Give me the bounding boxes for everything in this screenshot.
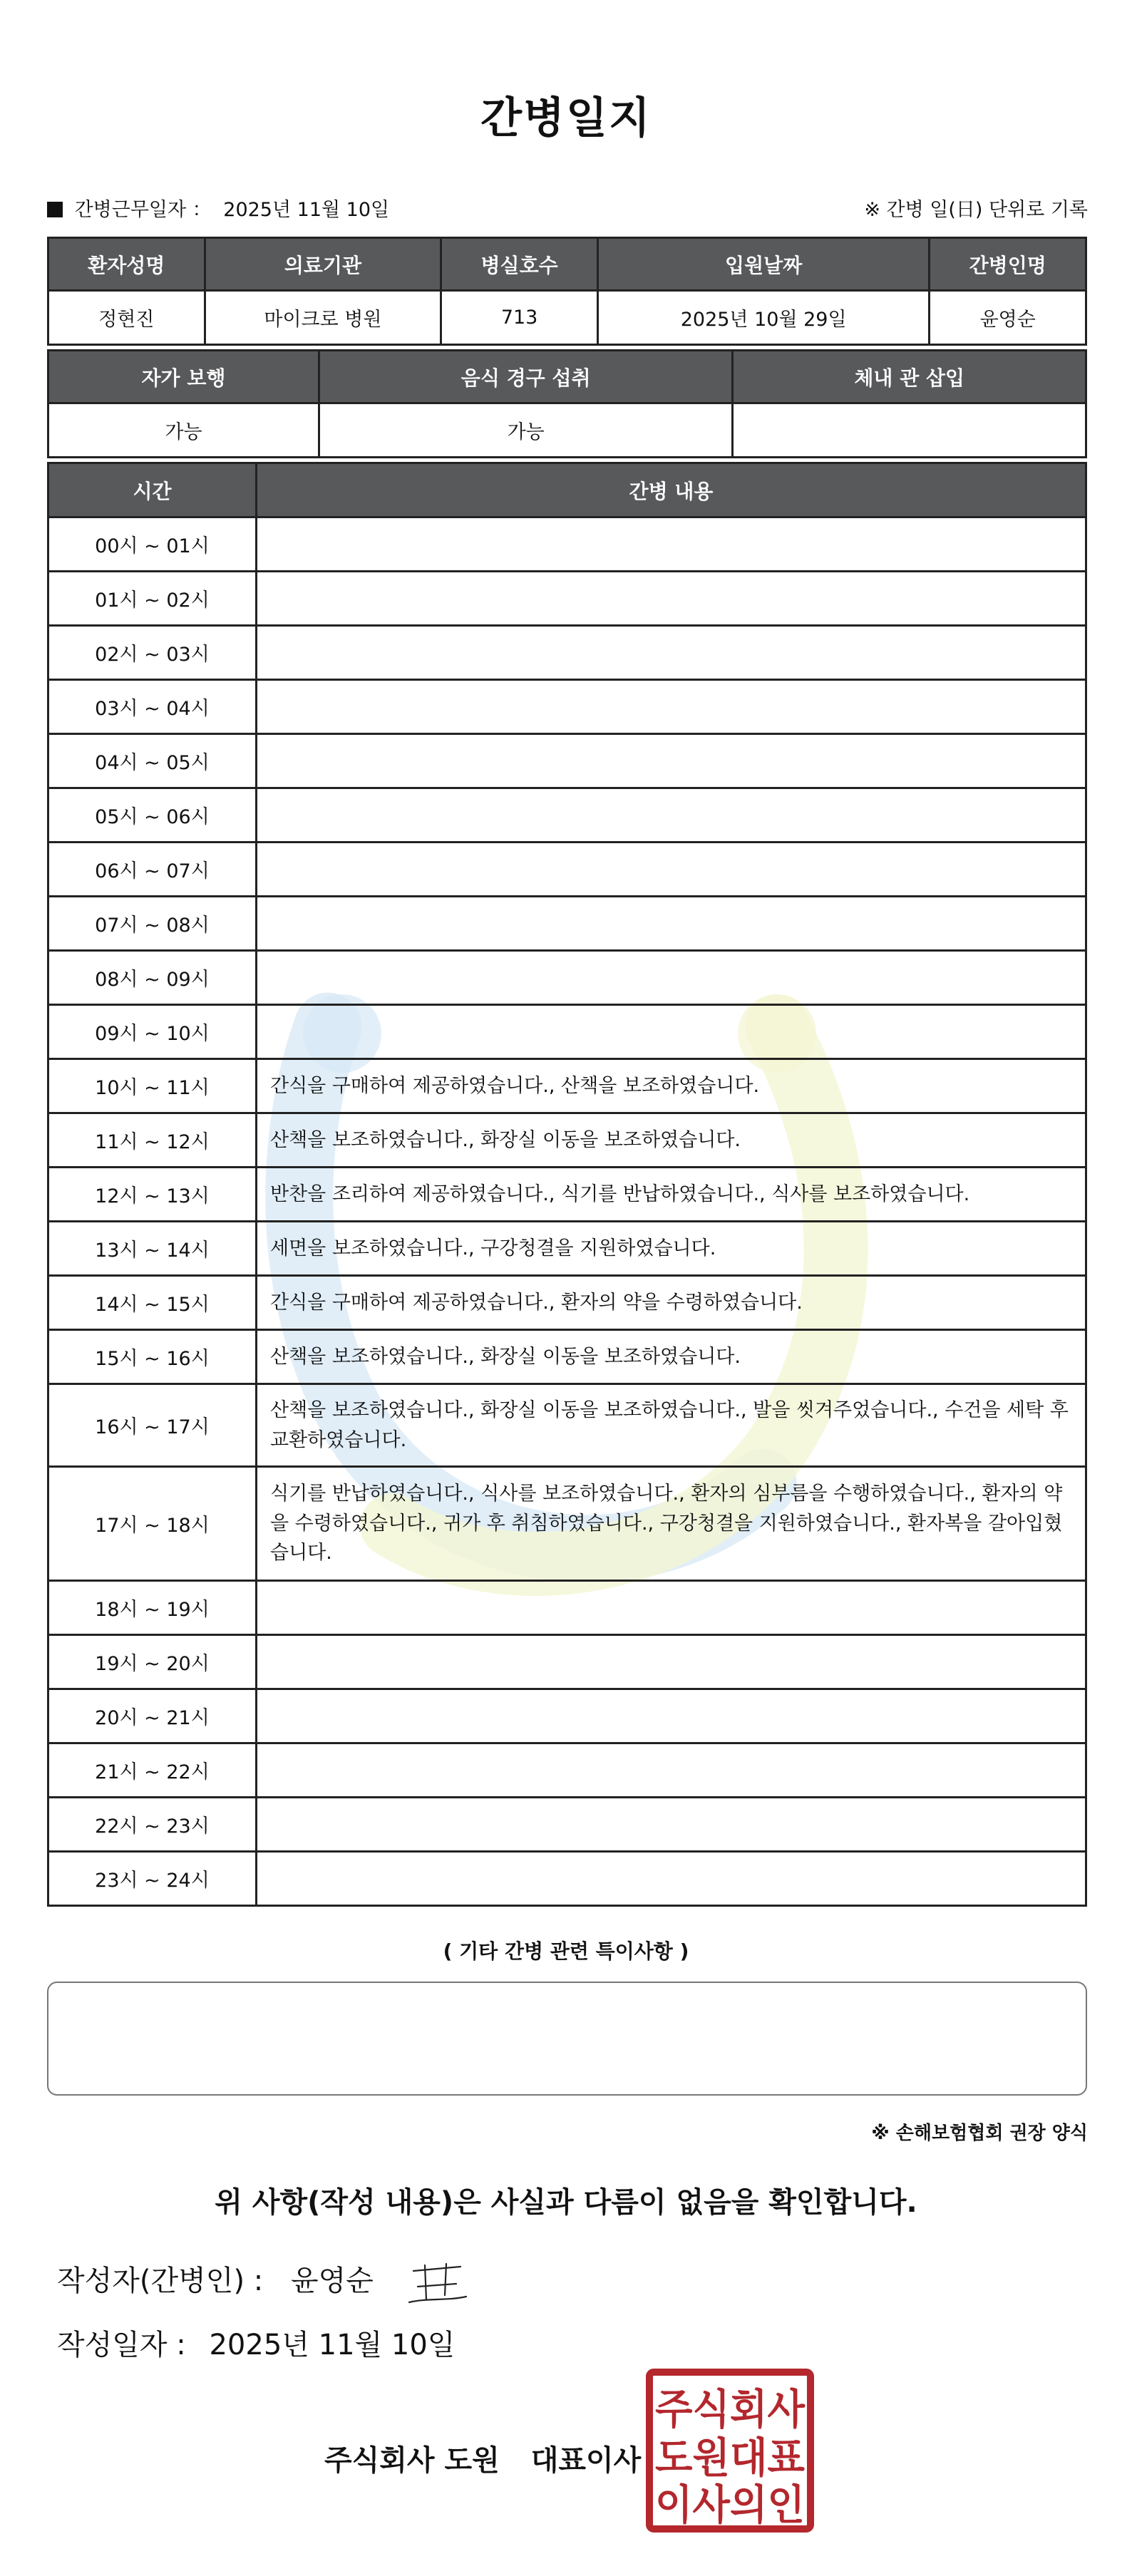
care-content — [257, 788, 1086, 843]
header-hospital: 의료기관 — [205, 238, 441, 291]
header-admission-date: 입원날짜 — [597, 238, 930, 291]
table-row — [48, 1635, 1086, 1689]
table-row — [48, 951, 1086, 1005]
time-slot: 17시 ~ 18시 — [48, 1467, 257, 1581]
care-content: 간식을 구매하여 제공하였습니다., 환자의 약을 수령하였습니다. — [257, 1276, 1086, 1330]
self-walking-value: 가능 — [48, 403, 319, 458]
time-slot: 05시 ~ 06시 — [48, 788, 257, 843]
time-slot: 01시 ~ 02시 — [48, 572, 257, 626]
header-time: 시간 — [48, 463, 257, 517]
table-row — [48, 572, 1086, 626]
room-number: 713 — [441, 291, 598, 345]
table-row — [48, 1005, 1086, 1059]
time-slot: 19시 ~ 20시 — [48, 1635, 257, 1689]
special-notes-title: ( 기타 간병 관련 특이사항 ) — [443, 1939, 689, 1963]
header-caregiver: 간병인명 — [930, 238, 1086, 291]
care-content — [257, 1635, 1086, 1689]
care-content — [257, 517, 1086, 572]
time-slot: 08시 ~ 09시 — [48, 951, 257, 1005]
page-title: 간병일지 — [480, 93, 652, 143]
table-row — [48, 1689, 1086, 1743]
table-row — [48, 1852, 1086, 1906]
table-row — [48, 897, 1086, 951]
table-row — [48, 1467, 1086, 1581]
table-row — [48, 1113, 1086, 1168]
care-content: 간식을 구매하여 제공하였습니다., 산책을 보조하였습니다. — [257, 1059, 1086, 1113]
time-slot: 10시 ~ 11시 — [48, 1059, 257, 1113]
table-row — [48, 1276, 1086, 1330]
table-row — [48, 1330, 1086, 1384]
time-slot: 22시 ~ 23시 — [48, 1798, 257, 1852]
time-slot: 09시 ~ 10시 — [48, 1005, 257, 1059]
patient-status-table — [47, 349, 1087, 458]
table-row — [48, 1581, 1086, 1635]
seal-line-1: 주식회사 — [655, 2385, 806, 2433]
header-room: 병실호수 — [441, 238, 598, 291]
table-row — [48, 517, 1086, 572]
header-self-walking: 자가 보행 — [48, 351, 319, 403]
patient-name: 정현진 — [48, 291, 205, 345]
time-slot: 11시 ~ 12시 — [48, 1113, 257, 1168]
care-content: 반찬을 조리하여 제공하였습니다., 식기를 반납하였습니다., 식사를 보조하였습니다. — [257, 1168, 1086, 1222]
table-row — [48, 1798, 1086, 1852]
admission-date: 2025년 10월 29일 — [597, 291, 930, 345]
care-content — [257, 843, 1086, 897]
writer-name: 윤영순 — [290, 2265, 374, 2297]
care-content: 산책을 보조하였습니다., 화장실 이동을 보조하였습니다., 발을 씻겨주었습니다., 수건을 세탁 후 교환하였습니다. — [257, 1384, 1086, 1467]
table-row — [48, 1059, 1086, 1113]
table-row — [48, 1384, 1086, 1467]
header-patient-name: 환자성명 — [48, 238, 205, 291]
table-row — [48, 1168, 1086, 1222]
care-content — [257, 897, 1086, 951]
table-row — [48, 1222, 1086, 1276]
form-note: ※ 손해보험협회 권장 양식 — [871, 2123, 1088, 2144]
care-content — [257, 734, 1086, 788]
care-content — [257, 951, 1086, 1005]
header-oral-intake: 음식 경구 섭취 — [319, 351, 733, 403]
signature-mark — [405, 2258, 469, 2308]
writer-line — [57, 2258, 374, 2299]
care-content — [257, 1798, 1086, 1852]
work-date-line — [47, 194, 389, 222]
care-content — [257, 680, 1086, 734]
tube-insertion-value — [733, 403, 1086, 458]
care-content: 산책을 보조하였습니다., 화장실 이동을 보조하였습니다. — [257, 1330, 1086, 1384]
time-slot: 00시 ~ 01시 — [48, 517, 257, 572]
time-slot: 15시 ~ 16시 — [48, 1330, 257, 1384]
oral-intake-value: 가능 — [319, 403, 733, 458]
care-content — [257, 1689, 1086, 1743]
time-slot: 04시 ~ 05시 — [48, 734, 257, 788]
header-tube-insertion: 체내 관 삽입 — [733, 351, 1086, 403]
time-slot: 23시 ~ 24시 — [48, 1852, 257, 1906]
table-row — [48, 680, 1086, 734]
time-slot: 16시 ~ 17시 — [48, 1384, 257, 1467]
square-bullet-icon — [47, 202, 63, 217]
written-date-line — [57, 2322, 455, 2363]
time-slot: 06시 ~ 07시 — [48, 843, 257, 897]
company-seal-stamp — [645, 2368, 815, 2533]
care-content: 세면을 보조하였습니다., 구강청결을 지원하였습니다. — [257, 1222, 1086, 1276]
seal-line-3: 이사의인 — [655, 2480, 805, 2529]
care-content — [257, 1581, 1086, 1635]
work-date-value: 2025년 11월 10일 — [223, 199, 390, 221]
work-date-label: 간병근무일자 ： — [74, 199, 212, 221]
caregiver-name: 윤영순 — [930, 291, 1086, 345]
time-slot: 02시 ~ 03시 — [48, 626, 257, 680]
time-slot: 21시 ~ 22시 — [48, 1743, 257, 1798]
time-slot: 12시 ~ 13시 — [48, 1168, 257, 1222]
company-name: 주식회사 도원 — [324, 2444, 500, 2477]
time-slot: 13시 ~ 14시 — [48, 1222, 257, 1276]
written-date-label: 작성일자 : — [57, 2329, 186, 2361]
writer-label: 작성자(간병인) : — [57, 2265, 264, 2297]
ceo-role: 대표이사 — [530, 2444, 642, 2477]
care-content: 식기를 반납하였습니다., 식사를 보조하였습니다., 환자의 심부름을 수행하였습니다., 환자의 약을 수령하였습니다., 귀가 후 취침하였습니다., 구강청결을 지원하였습니다., 환자복을 갈아입혔습니다. — [257, 1467, 1086, 1581]
confirmation-statement: 위 사항(작성 내용)은 사실과 다름이 없음을 확인합니다. — [215, 2186, 917, 2219]
hospital-name: 마이크로 병원 — [205, 291, 441, 345]
care-content: 산책을 보조하였습니다., 화장실 이동을 보조하였습니다. — [257, 1113, 1086, 1168]
header-care-content: 간병 내용 — [257, 463, 1086, 517]
care-content — [257, 1743, 1086, 1798]
written-date-value: 2025년 11월 10일 — [209, 2329, 456, 2361]
special-notes-box — [47, 1982, 1087, 2096]
time-slot: 14시 ~ 15시 — [48, 1276, 257, 1330]
patient-info-table — [47, 237, 1087, 346]
time-slot: 20시 ~ 21시 — [48, 1689, 257, 1743]
company-line — [324, 2438, 641, 2478]
seal-line-2: 도원대표 — [655, 2433, 805, 2482]
time-slot: 18시 ~ 19시 — [48, 1581, 257, 1635]
table-row — [48, 734, 1086, 788]
time-slot: 03시 ~ 04시 — [48, 680, 257, 734]
care-content — [257, 572, 1086, 626]
table-row — [48, 626, 1086, 680]
hourly-care-table — [47, 462, 1087, 1907]
table-row — [48, 1743, 1086, 1798]
table-row — [48, 843, 1086, 897]
unit-note: ※ 간병 일(日) 단위로 기록 — [864, 199, 1088, 221]
care-content — [257, 1852, 1086, 1906]
table-row — [48, 788, 1086, 843]
time-slot: 07시 ~ 08시 — [48, 897, 257, 951]
care-content — [257, 626, 1086, 680]
care-content — [257, 1005, 1086, 1059]
